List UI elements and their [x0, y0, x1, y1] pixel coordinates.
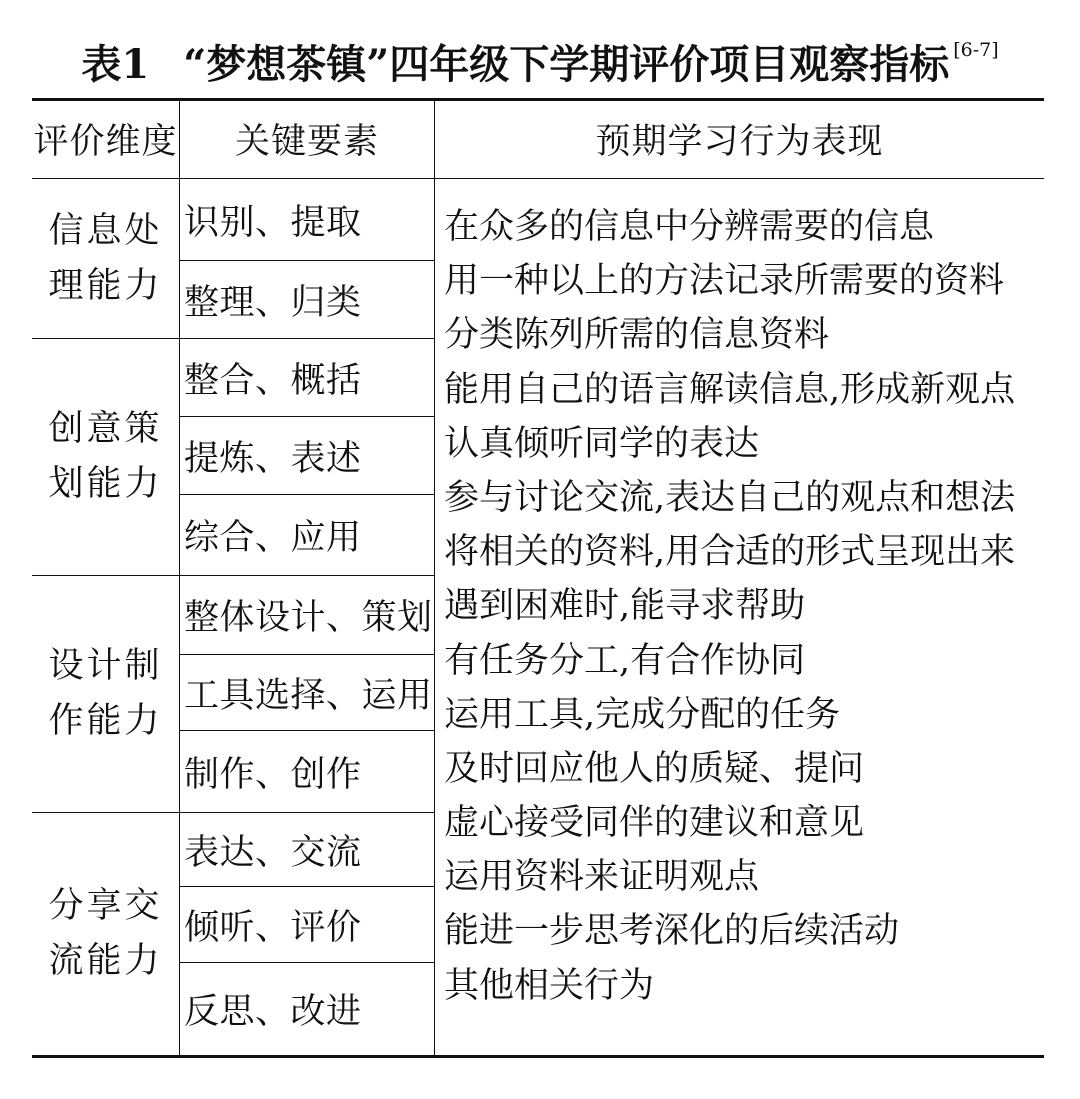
citation-ref: [6-7] — [953, 39, 999, 61]
behavior-item: 用一种以上的方法记录所需要的资料 — [444, 261, 1005, 302]
header-elements: 关键要素 — [234, 122, 379, 162]
behavior-item: 分类陈列所需的信息资料 — [444, 315, 830, 356]
table-title: “梦想茶镇”四年级下学期评价项目观察指标 — [183, 41, 950, 88]
behavior-item: 运用资料来证明观点 — [444, 857, 760, 898]
element-cell: 识别、提取 — [184, 203, 362, 243]
behavior-item: 认真倾听同学的表达 — [444, 423, 760, 464]
element-cell: 整体设计、策划 — [184, 598, 433, 638]
element-cell: 工具选择、运用 — [184, 675, 433, 716]
behaviors-list — [444, 200, 1064, 1013]
table-bottom-rule — [32, 1055, 1044, 1058]
element-cell: 倾听、评价 — [184, 907, 362, 948]
behavior-item: 虚心接受同伴的建议和意见 — [444, 803, 865, 844]
behavior-item: 将相关的资料,用合适的形式呈现出来 — [444, 532, 1016, 573]
dimension-info-processing: 信息处 理能力 — [48, 211, 163, 306]
table-number: 表1 — [81, 41, 150, 88]
behavior-item: 遇到困难时,能寻求帮助 — [444, 586, 806, 627]
element-cell: 整合、概括 — [184, 360, 362, 401]
header-rule — [32, 178, 1044, 179]
element-cell: 整理、归类 — [184, 282, 362, 323]
behavior-item: 有任务分工,有合作协同 — [444, 640, 806, 681]
dimension-design-making: 设计制 作能力 — [48, 646, 163, 741]
dimension-sharing-communication: 分享交 流能力 — [48, 886, 163, 981]
behavior-item: 及时回应他人的质疑、提问 — [444, 748, 865, 789]
column-divider-1 — [179, 100, 180, 1056]
element-cell: 综合、应用 — [184, 518, 362, 558]
table-caption — [0, 22, 1080, 93]
header-dimension: 评价维度 — [33, 122, 178, 162]
behavior-item: 运用工具,完成分配的任务 — [444, 694, 841, 735]
behavior-item: 参与讨论交流,表达自己的观点和想法 — [444, 477, 1016, 518]
behavior-item: 其他相关行为 — [444, 965, 655, 1006]
element-cell: 反思、改进 — [184, 992, 362, 1032]
element-cell: 提炼、表述 — [184, 438, 362, 479]
element-cell: 表达、交流 — [184, 832, 362, 873]
column-divider-2 — [434, 100, 435, 1056]
behavior-item: 在众多的信息中分辨需要的信息 — [444, 207, 935, 247]
behavior-item: 能用自己的语言解读信息,形成新观点 — [444, 369, 1016, 410]
behavior-item: 能进一步思考深化的后续活动 — [444, 911, 900, 952]
element-cell: 制作、创作 — [184, 754, 362, 795]
header-behaviors: 预期学习行为表现 — [595, 122, 884, 162]
dimension-creative-planning: 创意策 划能力 — [48, 409, 163, 504]
